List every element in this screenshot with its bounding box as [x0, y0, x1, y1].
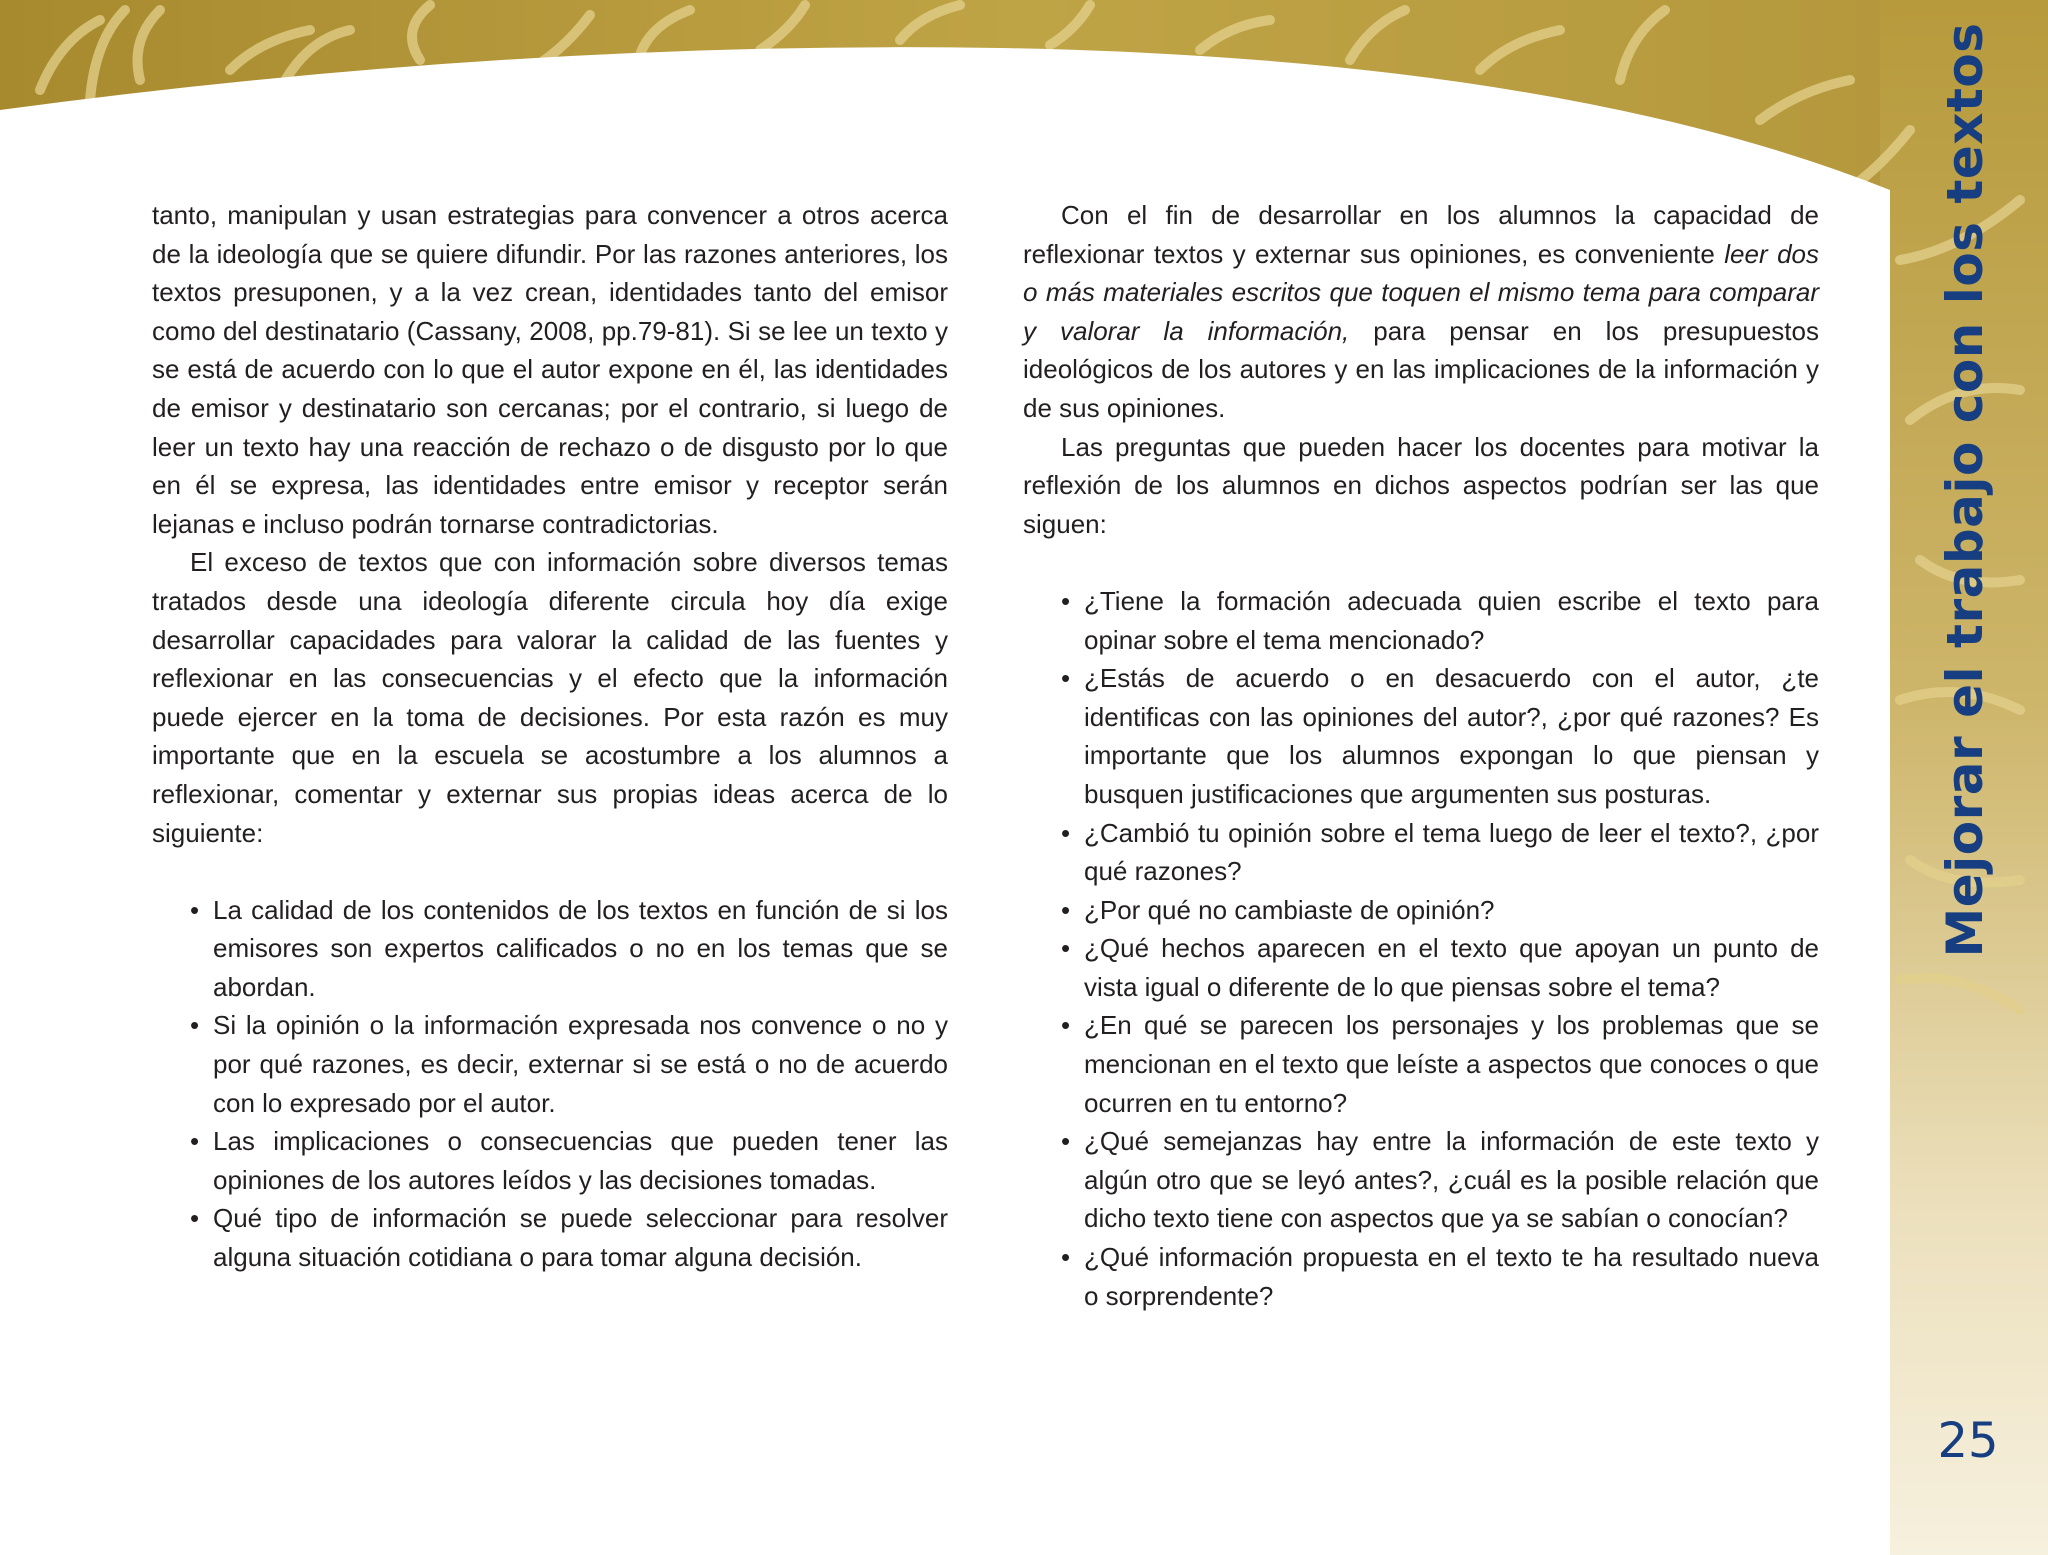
list-item-text: La calidad de los contenidos de los textos en función de si los emisores son expertos calificados o no en los temas que se abordan.	[213, 894, 948, 1002]
list-item-text: ¿Estás de acuerdo o en desacuerdo con el autor, ¿te identificas con las opiniones del autor?, ¿por qué razones? Es importante que los alumnos expongan lo que piensan y busquen justificaciones que argumenten sus posturas.	[1084, 663, 1819, 809]
list-item-text: ¿Qué semejanzas hay entre la información de este texto y algún otro que se leyó antes?, ¿cuál es la posible relación que dicho texto tiene con aspectos que ya se sabían o conocían?	[1084, 1126, 1819, 1234]
list-item	[1023, 1006, 1819, 1122]
right-paragraph-1-emphasis: leer dos o más materiales escritos que toquen el mismo tema para comparar y valorar la información,	[1023, 238, 1819, 346]
list-item-text: Qué tipo de información se puede seleccionar para resolver alguna situación cotidiana o para tomar alguna decisión.	[213, 1203, 948, 1273]
right-paragraph-1-start: Con el fin de desarrollar en los alumnos la capacidad de reflexionar textos y externar sus opiniones, es conveniente	[1023, 200, 1819, 269]
list-item	[152, 1122, 948, 1199]
bullet-marker: •	[1061, 817, 1071, 848]
right-column	[1023, 196, 1819, 1315]
section-title: Mejorar el trabajo con los textos	[1936, 22, 1994, 958]
left-paragraph-2: El exceso de textos que con información sobre diversos temas tratados desde una ideología diferente circula hoy día exige desarrollar capacidades para valorar la calidad de las fuentes y reflexionar en las consecuencias y el efecto que la información puede ejercer en la toma de decisiones. Por esta razón es muy importante que en la escuela se acostumbre a los alumnos a reflexionar, comentar y externar sus propias ideas acerca de lo siguiente:	[152, 547, 948, 848]
bullet-marker: •	[190, 1203, 200, 1234]
list-item-text: Las implicaciones o consecuencias que pueden tener las opiniones de los autores leídos y las decisiones tomadas.	[213, 1126, 948, 1195]
list-item	[1023, 1238, 1819, 1315]
list-item	[1023, 891, 1819, 930]
page-number: 25	[1937, 1413, 1999, 1469]
bullet-marker: •	[1061, 585, 1071, 616]
list-item-text: ¿En qué se parecen los personajes y los problemas que se mencionan en el texto que leíste a aspectos que conoces o que ocurren en tu entorno?	[1084, 1010, 1819, 1118]
list-item-text: ¿Por qué no cambiaste de opinión?	[1084, 894, 1495, 925]
bullet-marker: •	[1061, 1126, 1071, 1157]
bullet-marker: •	[1061, 1242, 1071, 1273]
list-item-text: ¿Tiene la formación adecuada quien escribe el texto para opinar sobre el tema mencionado?	[1084, 585, 1819, 655]
left-column	[152, 196, 948, 1277]
bullet-marker: •	[1061, 663, 1071, 694]
right-paragraph-1	[1023, 196, 1819, 428]
left-paragraph-1: tanto, manipulan y usan estrategias para convencer a otros acerca de la ideología que se quiere difundir. Por las razones anteriores, los textos presuponen, y a la vez crean, identidades tanto del emisor como del destinatario (Cassany, 2008, pp.79-81). Si se lee un texto y se está de acuerdo con lo que el autor expone en él, las identidades de emisor y destinatario son cercanas; por el contrario, si luego de leer un texto hay una reacción de rechazo o de disgusto por lo que en él se expresa, las identidades entre emisor y receptor serán lejanas e incluso podrán tornarse contradictorias.	[152, 200, 948, 539]
right-question-list	[1023, 582, 1819, 1315]
bullet-marker: •	[190, 1126, 200, 1157]
right-paragraph-2: Las preguntas que pueden hacer los docentes para motivar la reflexión de los alumnos en dichos aspectos podrían ser las que siguen:	[1023, 431, 1819, 539]
list-item	[1023, 582, 1819, 659]
left-bullet-list	[152, 891, 948, 1277]
bullet-marker: •	[1061, 933, 1071, 964]
bullet-marker: •	[1061, 1010, 1071, 1041]
list-item-text: ¿Cambió tu opinión sobre el tema luego de leer el texto?, ¿por qué razones?	[1084, 817, 1819, 887]
list-item	[152, 1199, 948, 1276]
list-item	[152, 1006, 948, 1122]
bullet-marker: •	[190, 894, 200, 925]
list-item	[1023, 659, 1819, 813]
bullet-marker: •	[190, 1010, 200, 1041]
list-item	[1023, 814, 1819, 891]
list-item-text: ¿Qué información propuesta en el texto te ha resultado nueva o sorprendente?	[1084, 1242, 1819, 1311]
list-item	[1023, 1122, 1819, 1238]
right-paragraph-1-end: para pensar en los presupuestos ideológicos de los autores y en las implicaciones de la información y de sus opiniones.	[1023, 315, 1819, 423]
list-item	[1023, 929, 1819, 1006]
bullet-marker: •	[1061, 894, 1071, 925]
list-item-text: Si la opinión o la información expresada nos convence o no y por qué razones, es decir, externar si se está o no de acuerdo con lo expresado por el autor.	[213, 1010, 948, 1118]
list-item	[152, 891, 948, 1007]
list-item-text: ¿Qué hechos aparecen en el texto que apoyan un punto de vista igual o diferente de lo que piensas sobre el tema?	[1084, 933, 1819, 1002]
